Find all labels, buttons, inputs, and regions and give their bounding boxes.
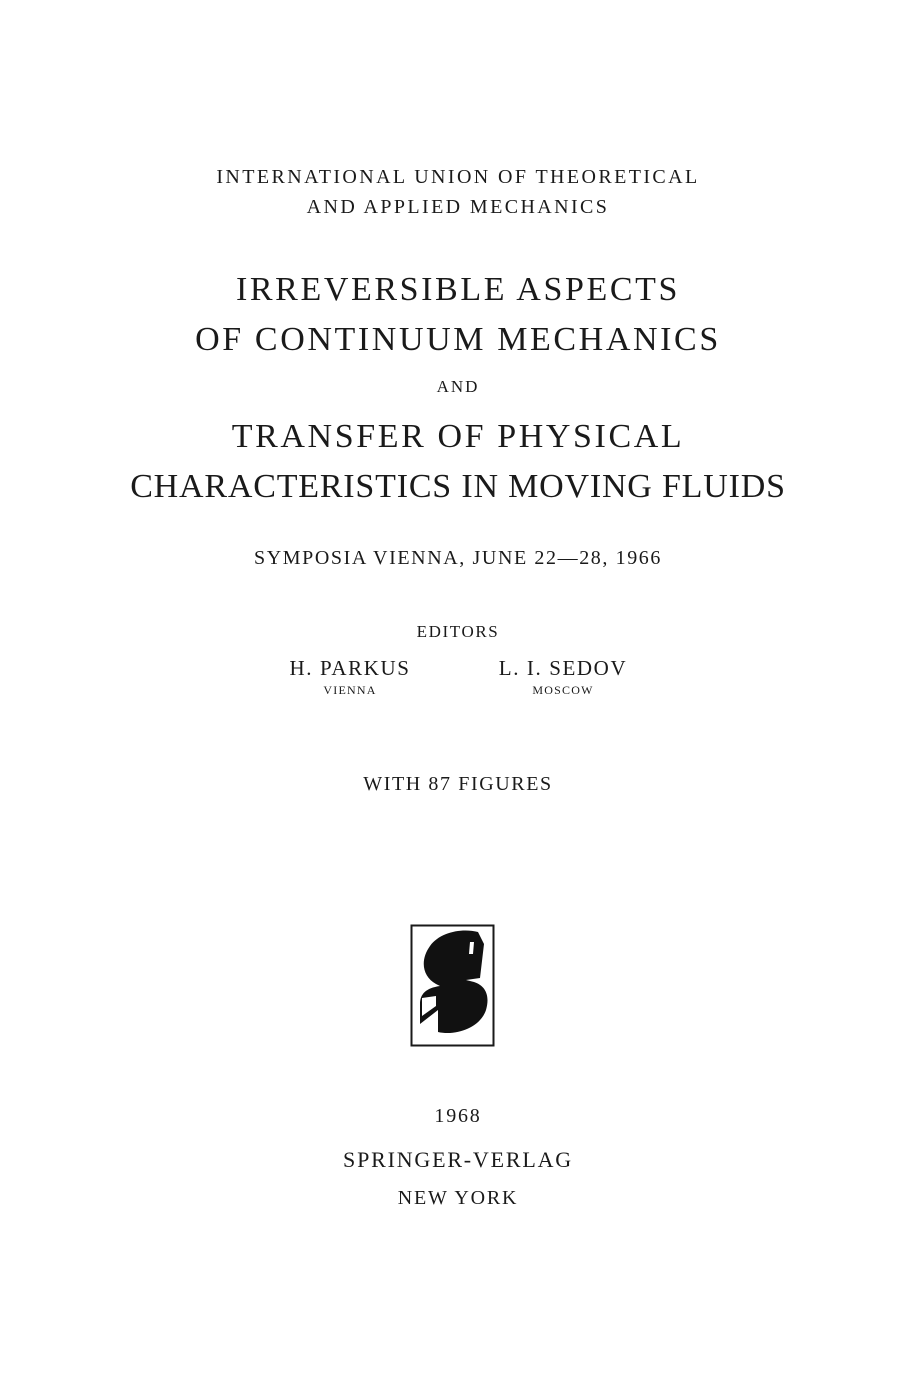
editors-heading: EDITORS: [416, 622, 500, 641]
publication-year: 1968: [434, 1105, 482, 1127]
springer-logo-icon: [410, 924, 495, 1047]
publisher-city: NEW YORK: [397, 1187, 519, 1209]
figures-line: WITH 87 FIGURES: [363, 773, 553, 795]
editor-city: MOSCOW: [532, 683, 594, 697]
editor-city: VIENNA: [323, 683, 377, 697]
editor-name: L. I. SEDOV: [498, 656, 628, 680]
title-line-1: IRREVERSIBLE ASPECTS: [235, 271, 680, 308]
title-line-3: TRANSFER OF PHYSICAL: [231, 418, 685, 455]
title-connector: AND: [436, 377, 480, 396]
organization-line-2: AND APPLIED MECHANICS: [306, 196, 610, 218]
symposia-line: SYMPOSIA VIENNA, JUNE 22—28, 1966: [253, 547, 662, 569]
editor-parkus: [270, 656, 430, 698]
title-line-2: OF CONTINUUM MECHANICS: [195, 321, 721, 358]
editor-name: H. PARKUS: [289, 656, 411, 680]
editor-sedov: [483, 656, 643, 698]
publisher-name: SPRINGER-VERLAG: [343, 1147, 573, 1172]
organization-line-1: INTERNATIONAL UNION OF THEORETICAL: [216, 166, 700, 188]
title-line-4: CHARACTERISTICS IN MOVING FLUIDS: [130, 468, 786, 505]
